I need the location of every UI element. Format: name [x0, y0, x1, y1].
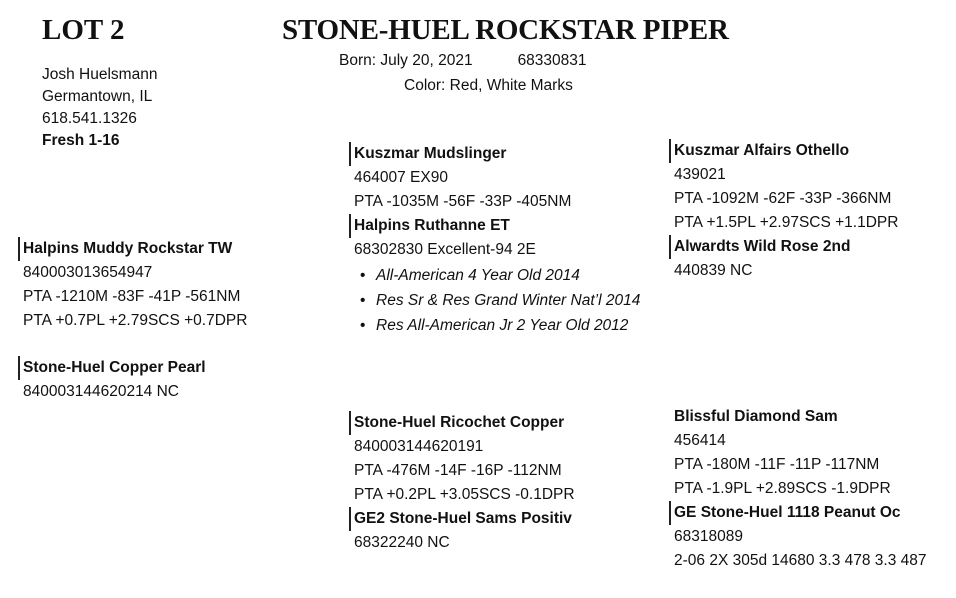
ssd-name: Alwardts Wild Rose 2nd [669, 235, 898, 259]
sss-pta-production: PTA -1092M -62F -33P -366NM [674, 190, 892, 207]
lot-number: LOT 2 [42, 14, 125, 46]
sire-pta-health: PTA +0.7PL +2.79SCS +0.7DPR [23, 312, 248, 329]
dam-sire-pta-production: PTA -476M -14F -16P -112NM [354, 462, 562, 479]
sire-dam-awards [354, 263, 640, 338]
sire-block [23, 237, 247, 333]
ssd-id: 440839 NC [674, 262, 753, 279]
dss-id: 456414 [674, 432, 726, 449]
dsd-name: GE Stone-Huel 1118 Peanut Oc [669, 501, 927, 525]
dam-dam-name: GE2 Stone-Huel Sams Positiv [349, 507, 575, 531]
dss-name: Blissful Diamond Sam [674, 408, 838, 425]
dam-sire-block [354, 411, 575, 555]
registration-number: 68330831 [517, 52, 587, 69]
consignor-name: Josh Huelsmann [42, 66, 158, 83]
dss-pta-production: PTA -180M -11F -11P -117NM [674, 456, 880, 473]
dam-id: 840003144620214 NC [23, 383, 179, 400]
sire-sire-id: 464007 EX90 [354, 169, 448, 186]
sire-dam-name: Halpins Ruthanne ET [349, 214, 571, 238]
sss-pta-health: PTA +1.5PL +2.97SCS +1.1DPR [674, 214, 899, 231]
birth-date: Born: July 20, 2021 [339, 52, 473, 69]
dam-dam-id: 68322240 NC [354, 534, 450, 551]
award-item: • Res All-American Jr 2 Year Old 2012 [354, 313, 640, 338]
dam-sire-name: Stone-Huel Ricochet Copper [349, 411, 575, 435]
animal-title: STONE-HUEL ROCKSTAR PIPER [282, 14, 729, 46]
sire-sire-name: Kuszmar Mudslinger [349, 142, 571, 166]
award-item: • Res Sr & Res Grand Winter Nat’l 2014 [354, 288, 640, 313]
dam-name: Stone-Huel Copper Pearl [18, 356, 206, 380]
fresh-status: Fresh 1-16 [42, 132, 120, 149]
dss-block [674, 405, 927, 573]
dam-sire-pta-health: PTA +0.2PL +3.05SCS -0.1DPR [354, 486, 575, 503]
color-info: Color: Red, White Marks [404, 77, 573, 94]
dsd-record: 2-06 2X 305d 14680 3.3 478 3.3 487 [674, 552, 927, 569]
dsd-id: 68318089 [674, 528, 743, 545]
consignor-phone: 618.541.1326 [42, 110, 137, 127]
award-item: • All-American 4 Year Old 2014 [354, 263, 640, 288]
dss-pta-health: PTA -1.9PL +2.89SCS -1.9DPR [674, 480, 891, 497]
sire-dam-id: 68302830 Excellent-94 2E [354, 241, 536, 258]
sire-id: 840003013654947 [23, 264, 153, 281]
sire-pta-production: PTA -1210M -83F -41P -561NM [23, 288, 241, 305]
consignor-location: Germantown, IL [42, 88, 153, 105]
dam-block [23, 356, 206, 404]
dam-sire-id: 840003144620191 [354, 438, 484, 455]
sire-sire-pta: PTA -1035M -56F -33P -405NM [354, 193, 572, 210]
sss-name: Kuszmar Alfairs Othello [669, 139, 898, 163]
sss-block [674, 139, 898, 283]
sss-id: 439021 [674, 166, 726, 183]
sire-sire-block [354, 142, 571, 262]
consignor-info [42, 64, 157, 152]
birth-info [339, 52, 587, 70]
sire-name: Halpins Muddy Rockstar TW [18, 237, 247, 261]
